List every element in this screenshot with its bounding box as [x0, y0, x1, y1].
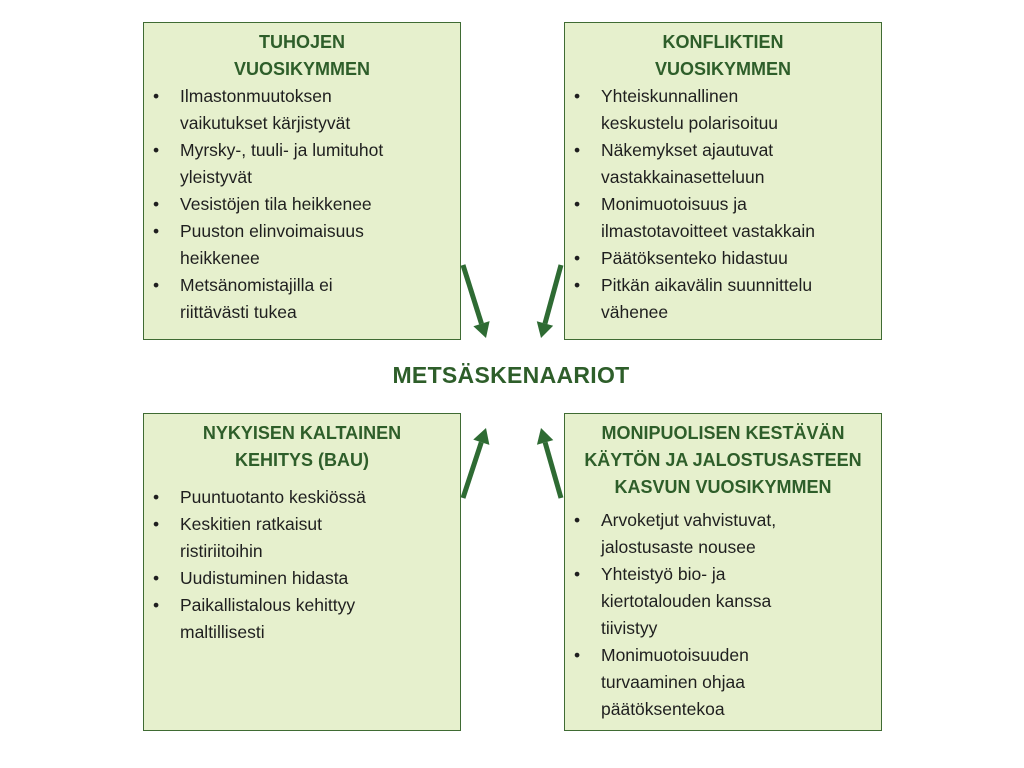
scenario-title-line: MONIPUOLISEN KESTÄVÄN [601, 423, 845, 443]
list-item [601, 642, 881, 723]
list-item-text: maltillisesti [180, 622, 265, 642]
list-item-text: vaikutukset kärjistyvät [180, 113, 351, 133]
scenario-bullet-list [144, 484, 460, 646]
list-item-text: Ilmastonmuutoksen [180, 86, 332, 106]
list-item-text: päätöksentekoa [601, 699, 725, 719]
scenario-box-bau [143, 413, 461, 731]
list-item-text: Keskitien ratkaisut [180, 514, 323, 534]
list-item-text: Vesistöjen tila heikkenee [180, 194, 372, 214]
list-item [180, 137, 460, 191]
list-item [601, 561, 881, 642]
list-item-text: yleistyvät [180, 167, 252, 187]
arrow-top-right [537, 265, 561, 338]
list-item-text: ilmastotavoitteet vastakkain [601, 221, 815, 241]
scenario-bullet-list [565, 507, 881, 723]
list-item-text: Arvoketjut vahvistuvat, [601, 510, 777, 530]
list-item-text: Uudistuminen hidasta [180, 568, 349, 588]
scenario-title-line: KÄYTÖN JA JALOSTUSASTEEN [584, 450, 862, 470]
scenario-bullet-list [565, 83, 881, 326]
scenario-title [565, 414, 881, 501]
scenario-title-line: KASVUN VUOSIKYMMEN [614, 477, 832, 497]
list-item [180, 191, 460, 218]
list-item [601, 137, 881, 191]
arrow-bottom-left [463, 428, 489, 498]
list-item-text: vastakkainasetteluun [601, 167, 765, 187]
list-item [180, 565, 460, 592]
scenario-title-line: VUOSIKYMMEN [654, 59, 791, 79]
list-item-text: Yhteiskunnallinen [601, 86, 739, 106]
list-item [601, 83, 881, 137]
list-item [180, 592, 460, 646]
scenario-title [144, 23, 460, 83]
list-item [180, 83, 460, 137]
center-title: METSÄSKENAARIOT [392, 362, 630, 388]
arrow-top-left [463, 265, 490, 338]
list-item-text: Puuston elinvoimaisuus [180, 221, 364, 241]
list-item-text: ristiriitoihin [180, 541, 263, 561]
scenario-title-line: KEHITYS (BAU) [235, 450, 369, 470]
list-item [180, 218, 460, 272]
scenario-title-line: NYKYISEN KALTAINEN [202, 423, 402, 443]
list-item-text: tiivistyy [601, 618, 658, 638]
list-item-text: Puuntuotanto keskiössä [180, 487, 366, 507]
scenario-box-konfliktien [564, 22, 882, 340]
list-item-text: Metsänomistajilla ei [180, 275, 333, 295]
scenario-title [565, 23, 881, 83]
list-item-text: Monimuotoisuuden [601, 645, 749, 665]
list-item-text: jalostusaste nousee [601, 537, 756, 557]
list-item [180, 484, 460, 511]
list-item [601, 507, 881, 561]
list-item [601, 272, 881, 326]
list-item [180, 511, 460, 565]
list-item-text: Monimuotoisuus ja [601, 194, 747, 214]
list-item-text: Pitkän aikavälin suunnittelu [601, 275, 813, 295]
list-item-text: riittävästi tukea [180, 302, 297, 322]
list-item [180, 272, 460, 326]
list-item [601, 191, 881, 245]
list-item-text: turvaaminen ohjaa [601, 672, 745, 692]
list-item-text: Paikallistalous kehittyy [180, 595, 356, 615]
list-item-text: Päätöksenteko hidastuu [601, 248, 788, 268]
list-item-text: heikkenee [180, 248, 260, 268]
scenario-bullet-list [144, 83, 460, 326]
list-item-text: Näkemykset ajautuvat [601, 140, 774, 160]
scenario-box-tuhojen [143, 22, 461, 340]
list-item-text: vähenee [601, 302, 669, 322]
list-item-text: kiertotalouden kanssa [601, 591, 772, 611]
arrow-bottom-right [537, 428, 561, 498]
scenario-title-line: VUOSIKYMMEN [233, 59, 370, 79]
scenario-box-monipuolisen [564, 413, 882, 731]
scenario-title [144, 414, 460, 474]
scenario-title-line: KONFLIKTIEN [662, 32, 784, 52]
list-item-text: Myrsky-, tuuli- ja lumituhot [180, 140, 384, 160]
list-item-text: Yhteistyö bio- ja [601, 564, 726, 584]
list-item [601, 245, 881, 272]
list-item-text: keskustelu polarisoituu [601, 113, 779, 133]
scenario-title-line: TUHOJEN [258, 32, 345, 52]
